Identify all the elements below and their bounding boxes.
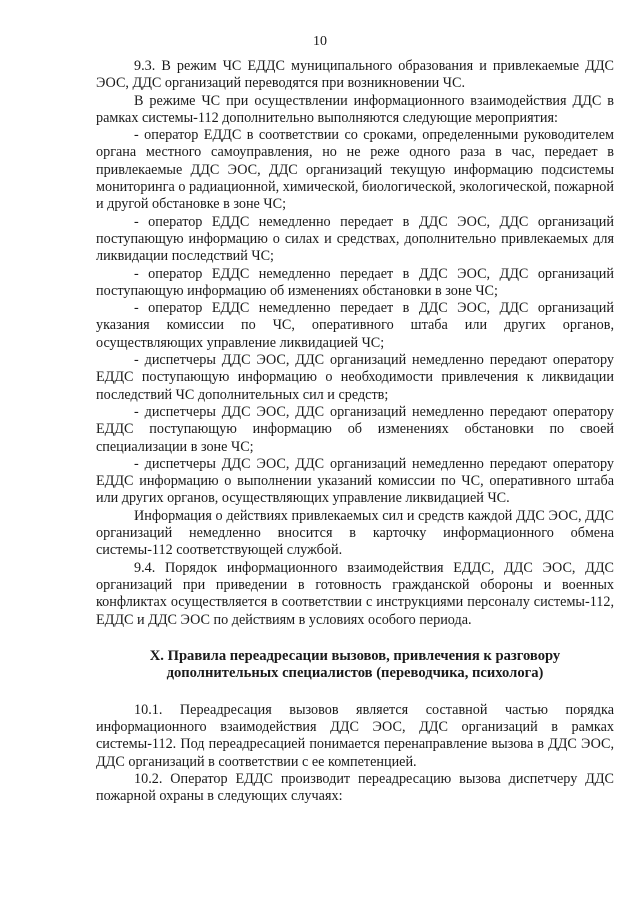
section-heading-line: X. Правила переадресации вызовов, привлечения к разговору (149, 647, 561, 664)
list-item: - оператор ЕДДС немедленно передает в ДДС ЭОС, ДДС организаций указания комиссии по ЧС, оперативного штаба или других органов, осуществляющих управление ликвидацией ЧС; (96, 300, 614, 351)
list-item: - диспетчеры ДДС ЭОС, ДДС организаций немедленно передают оператору ЕДДС поступающую информацию об изменениях обстановки по своей специализации в зоне ЧС; (96, 403, 614, 455)
paragraph-information-card: Информация о действиях привлекаемых сил и средств каждой ДДС ЭОС, ДДС организаций немедленно вносится в карточку информационного обмена системы-112 соответствующей службой. (96, 507, 614, 559)
section-heading-line: дополнительных специалистов (переводчика, психолога) (166, 665, 544, 682)
paragraph-10-1: 10.1. Переадресация вызовов является составной частью порядка информационного взаимодействия ДДС ЭОС, ДДС организаций в рамках системы-112. Под переадресацией понимается перенаправление вызова в ДДС ЭОС, ДДС организаций в соответствии с ее компетенцией. (96, 701, 614, 770)
list-item: - оператор ЕДДС немедленно передает в ДДС ЭОС, ДДС организаций поступающую информацию о силах и средствах, дополнительно привлекаемых для ликвидации последствий ЧС; (96, 213, 614, 265)
paragraph-9-4: 9.4. Порядок информационного взаимодействия ЕДДС, ДДС ЭОС, ДДС организаций при приведении в готовность гражданской обороны и военных конфликтах осуществляется в соответствии с инструкциями персоналу системы-112, ЕДДС и ДДС ЭОС по действиям в условиях особого периода. (96, 559, 614, 628)
paragraph-9-3: 9.3. В режим ЧС ЕДДС муниципального образования и привлекаемые ДДС ЭОС, ДДС организаций переводятся при возникновении ЧС. (96, 58, 614, 92)
page-number: 10 (313, 34, 327, 49)
section-heading-x (96, 648, 614, 683)
list-item: - диспетчеры ДДС ЭОС, ДДС организаций немедленно передают оператору ЕДДС информацию о выполнении указаний комиссии по ЧС, оперативного штаба или других органов, осуществляющих управление ликвидацией ЧС. (96, 455, 614, 507)
paragraph-10-2: 10.2. Оператор ЕДДС производит переадресацию вызова диспетчеру ДДС пожарной охраны в следующих случаях: (96, 770, 614, 805)
paragraph-emergency-mode-intro: В режиме ЧС при осуществлении информационного взаимодействия ДДС в рамках системы-112 дополнительно выполняются следующие мероприятия: (96, 92, 614, 126)
list-item: - диспетчеры ДДС ЭОС, ДДС организаций немедленно передают оператору ЕДДС поступающую информацию о необходимости привлечения к ликвидации последствий ЧС дополнительных сил и средств; (96, 352, 614, 403)
list-item: - оператор ЕДДС в соответствии со сроками, определенными руководителем органа местного самоуправления, но не реже одного раза в час, передает в привлекаемые ДДС ЭОС, ДДС организаций текущую информацию подсистемы мониторинга о радиационной, химической, биологической, экологической, пожарной и другой обстановке в зоне ЧС; (96, 127, 614, 213)
document-body (96, 58, 614, 806)
list-item: - оператор ЕДДС немедленно передает в ДДС ЭОС, ДДС организаций поступающую информацию об изменениях обстановки в зоне ЧС; (96, 265, 614, 299)
